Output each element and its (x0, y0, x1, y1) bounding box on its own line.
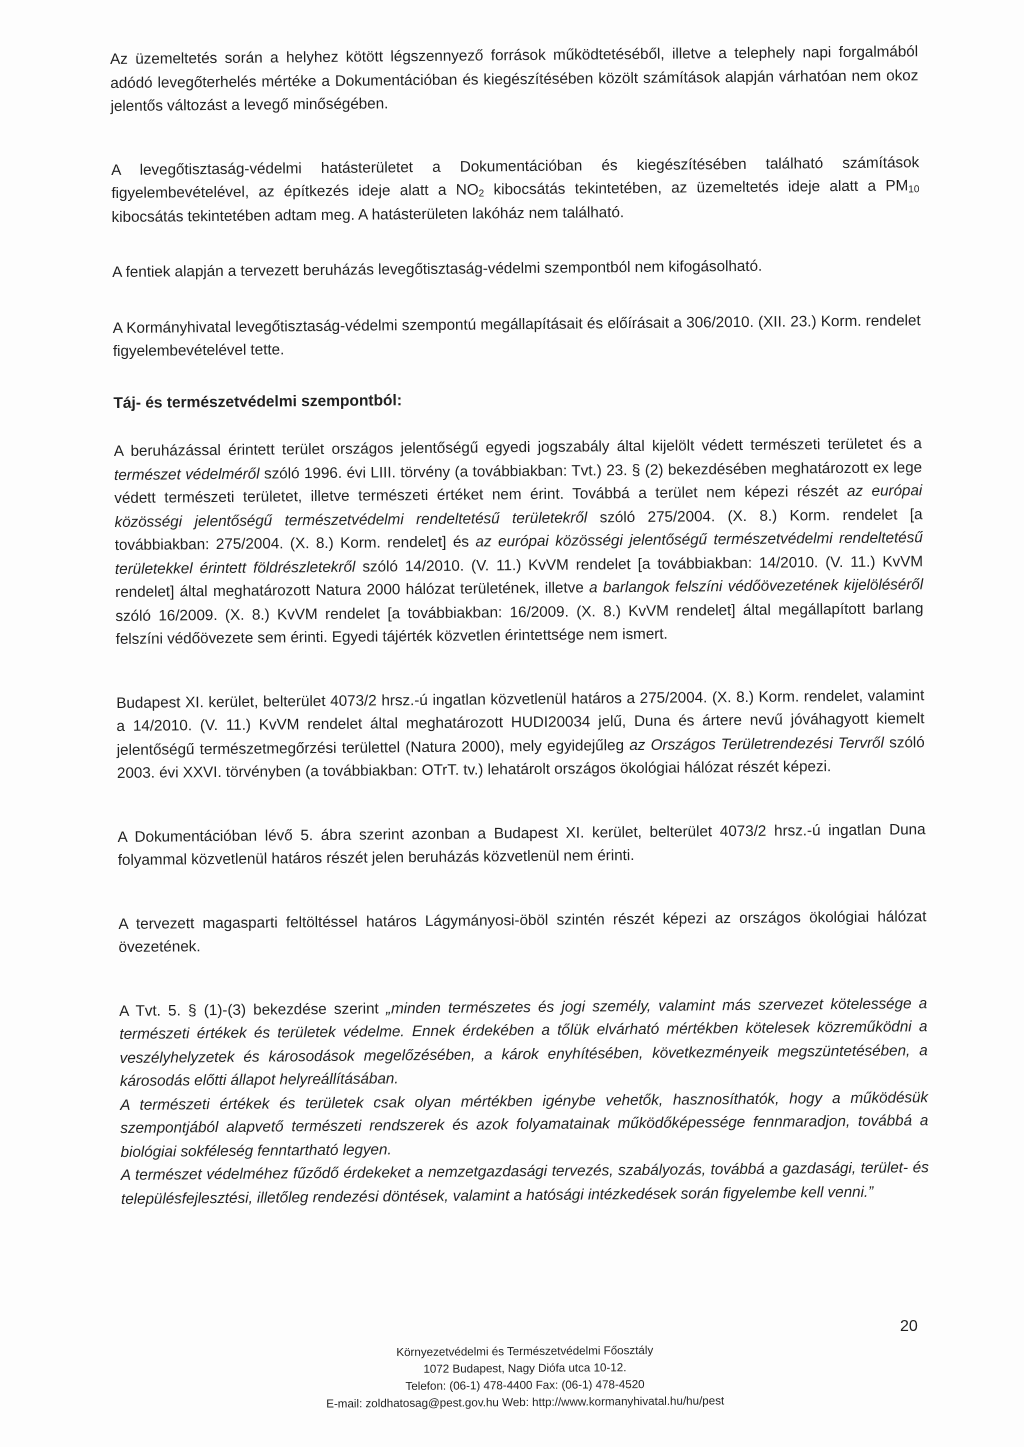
paragraph-text: szóló 275/2004. (X. 8.) Korm. rendelet [a továbbiakban: 275/2004. (X. 8.) Korm. rendelet] és (114, 505, 923, 554)
paragraph-air-quality-impact: Az üzemeltetés során a helyhez kötött légszennyező források működtetéséből, illetve a telephely napi forgalmából adódó levegőterhelés mértéke a Dokumentációban és kiegészítésében közölt számítások alapján várhatóan nem okoz jelentős változást a levegő minőségében. (110, 43, 919, 115)
subscript: 10 (908, 184, 920, 196)
footer-address: 1072 Budapest, Nagy Diófa utca 10-12. (423, 1361, 627, 1376)
paragraph-impact-area (111, 151, 920, 229)
paragraph-text: kibocsátás tekintetében adtam meg. A hatásterületen lakóház nem található. (111, 203, 625, 226)
law-title: természet védelméről (114, 465, 260, 484)
paragraph-text: A beruházással érintett terület országos jelentőségű egyedi jogszabály által kijelölt védett természeti területet és a (113, 435, 922, 460)
paragraph-government-office: A Kormányhivatal levegőtisztaság-védelmi szempontú megállapításait és előírásait a 306/2010. (XII. 23.) Korm. rendelet figyelembevételével tette. (112, 311, 921, 360)
paragraph-text: A levegőtisztaság-védelmi hatásterületet a Dokumentációban és kiegészítésében található számítások figyelembevételével, az építkezés ideje alatt a NO (111, 153, 920, 202)
paragraph-text: A Tvt. 5. § (1)-(3) bekezdése szerint (119, 999, 387, 1020)
paragraph-tvt-quote (119, 992, 928, 1094)
page-body (110, 40, 929, 1211)
paragraph-text: szóló 16/2009. (X. 8.) KvVM rendelet [a továbbiakban: 16/2009. (X. 8.) KvVM rendelet] által megállapított barlang felszíni védőövezete sem érinti. Egyedi tájérték közvetlen érintettsége nem ismert. (115, 599, 924, 648)
paragraph-property-natura (116, 684, 925, 786)
footer-phone-fax: Telefon: (06-1) 478-4400 Fax: (06-1) 478-4520 (405, 1378, 645, 1393)
law-title: az Országos Területrendezési Tervről (629, 734, 884, 754)
quoted-text: „minden természetes és jogi személy, valamint más szervezet kötelessége a természeti értékek és területek védelme. Ennek érdekében a tőlük elvárható mértékben kötelesek közreműködni a veszélyhelyzetek és károsodások megelőzésében, a károk enyhítésében, következményeik megszüntetésében, a károsodás előtti állapot helyreállításában. (119, 994, 928, 1090)
page-footer (255, 1341, 796, 1413)
law-title: az európai közösségi jelentőségű természetvédelmi rendeltetésű területekről (114, 482, 923, 531)
subscript: 2 (478, 188, 485, 200)
law-title: az európai közösségi jelentőségű természetvédelmi rendeltetésű területekkel érintett földrészletekről (114, 529, 923, 578)
paragraph-lagymanyosi-bay: A tervezett magasparti feltöltéssel határos Lágymányosi-öböl szintén részét képezi az országos ökológiai hálózat övezetének. (118, 907, 927, 956)
law-title: a barlangok felszíni védőövezetének kijelöléséről (589, 576, 924, 597)
paragraph-tvt-quote-2 (120, 1086, 929, 1164)
quoted-text: A természeti értékek és területek csak olyan mértékben igénybe vehetők, hasznosíthatók, hogy a működésük szempontjából alapvető természeti rendszerek és azok folyamatainak működőképessége fennmaradjon, továbbá a biológiai sokféleség fenntartható legyen. (120, 1088, 929, 1161)
paragraph-air-conclusion: A fentiek alapján a tervezett beruházás levegőtisztaság-védelmi szempontból nem kifogásolható. (112, 257, 763, 281)
paragraph-text: szóló 14/2010. (V. 11.) KvVM rendelet [a továbbiakban: 14/2010. (V. 11.) KvVM rendelet] által meghatározott Natura 2000 hálózat területének, illetve (115, 552, 924, 601)
footer-department: Környezetvédelmi és Természetvédelmi Főosztály (396, 1343, 654, 1360)
section-heading: Táj- és természetvédelmi szempontból: (113, 391, 403, 412)
paragraph-text: szóló 2003. évi XXVI. törvényben (a továbbiakban: OTrT. tv.) lehatárolt országos ökológiai hálózat részét képezi. (116, 733, 925, 782)
quoted-text: A természet védelméhez fűződő érdekeket a nemzetgazdasági tervezés, szabályozás, továbbá a gazdasági, terület- és településfejlesztési, illetőleg rendezési döntések, valamint a hatósági intézkedések során figyelembe kell venni.” (120, 1159, 929, 1208)
footer-email-web: E-mail: zoldhatosag@pest.gov.hu Web: http://www.kormanyhivatal.hu/hu/pest (326, 1394, 725, 1411)
paragraph-text: kibocsátás tekintetében, az üzemeltetés ideje alatt a PM (484, 177, 909, 199)
paragraph-tvt-quote-3 (121, 1156, 929, 1211)
page-number: 20 (900, 1318, 918, 1335)
paragraph-text: Budapest XI. kerület, belterület 4073/2 hrsz.-ú ingatlan közvetlenül határos a 275/2004. (X. 8.) Korm. rendelet, valamint a 14/2010. (V. 11.) KvVM rendelet által meghatározott HUDI20034 jelű, Duna és ártere nevű jóváhagyott kiemelt jelentőségű természetmegőrzési területtel (Natura 2000), mely egyidejűleg (116, 686, 925, 759)
paragraph-figure-5: A Dokumentációban lévő 5. ábra szerint azonban a Budapest XI. kerület, belterület 4073/2 hrsz.-ú ingatlan Duna folyammal közvetlenül határos részét jelen beruházás közvetlenül nem érinti. (117, 820, 926, 869)
paragraph-protected-areas (114, 432, 924, 651)
paragraph-text: szóló 1996. évi LIII. törvény (a továbbiakban: Tvt.) 23. § (2) bekezdésében meghatározott ex lege védett természeti területet, illetve természeti értéket nem érint. Továbbá a terület nem képezi részét (114, 458, 923, 507)
